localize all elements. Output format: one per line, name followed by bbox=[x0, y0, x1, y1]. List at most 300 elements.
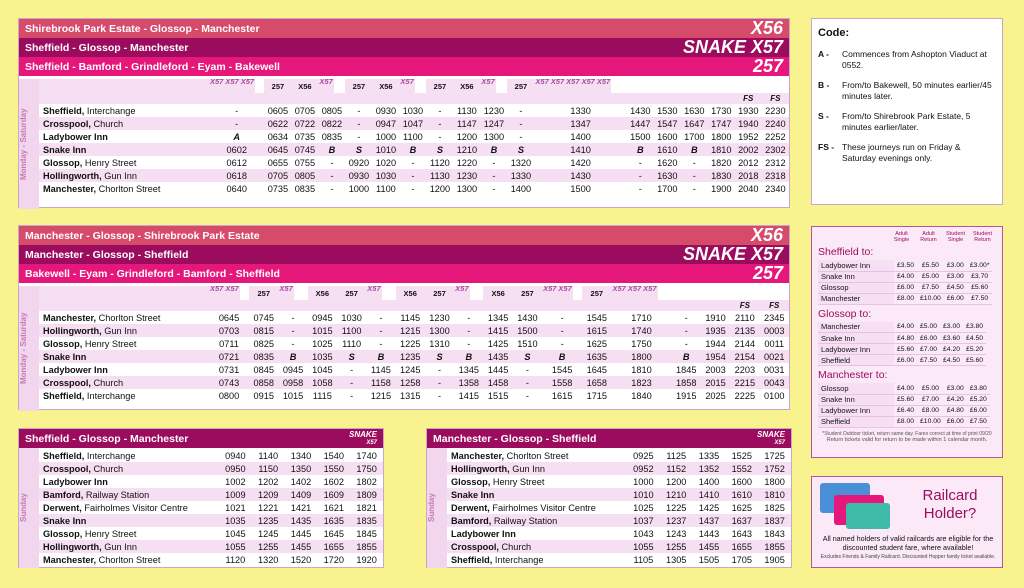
departure-time: 1547 bbox=[654, 117, 681, 130]
departure-time: 1243 bbox=[665, 528, 687, 539]
departure-time: 1025 bbox=[312, 338, 333, 349]
departure-time: - bbox=[525, 390, 529, 401]
table-row bbox=[39, 475, 383, 488]
departure-time: 1000 bbox=[633, 476, 654, 487]
table-row bbox=[39, 553, 383, 566]
departure-time: 2012 bbox=[738, 157, 759, 168]
departure-time: 2340 bbox=[765, 183, 786, 194]
table-row bbox=[447, 514, 791, 527]
departure-time: 1430 bbox=[534, 169, 626, 182]
departure-time: 1000 bbox=[375, 131, 397, 142]
stop-name: Glossop, Henry Street bbox=[43, 157, 137, 168]
column-header: 257 bbox=[345, 79, 372, 93]
weekday-outbound-panel bbox=[18, 18, 790, 208]
departure-time: 2144 bbox=[734, 338, 756, 349]
table-row bbox=[39, 514, 383, 527]
column-header: 257 bbox=[337, 286, 366, 300]
departure-time: 1100 bbox=[403, 131, 423, 142]
departure-time: 1147 bbox=[453, 117, 480, 130]
departure-time: 1655 bbox=[725, 540, 758, 553]
departure-time: 1358 bbox=[454, 376, 483, 389]
column-header: X57 bbox=[480, 79, 495, 93]
fare-table bbox=[818, 260, 992, 305]
railcard-small: Excludes Friends & Family Railcard. Discounted Hopper family ticket available. bbox=[820, 554, 996, 560]
fare-table bbox=[818, 383, 990, 428]
departure-time: 1202 bbox=[257, 476, 279, 487]
departure-time: - bbox=[627, 169, 654, 182]
stop-name: Sheffield, Interchange bbox=[43, 450, 136, 461]
departure-time: - bbox=[278, 324, 307, 337]
departure-time: 0800 bbox=[218, 390, 240, 401]
departure-time: 0618 bbox=[209, 169, 264, 182]
departure-time: S bbox=[513, 350, 542, 363]
fare-row: Manchester £4.00 £5.00 £3.00 £3.80 bbox=[818, 322, 986, 333]
departure-time: 2318 bbox=[762, 169, 789, 182]
departure-time: 1800 bbox=[764, 476, 785, 487]
departure-time: 1515 bbox=[487, 390, 509, 401]
route-header: Sheffield - Bamford - Grindleford - Eyam - Bakewell 257 bbox=[19, 57, 789, 76]
table-row bbox=[39, 488, 383, 501]
departure-time: 1823 bbox=[611, 376, 671, 389]
departure-time: 1600 bbox=[657, 131, 678, 142]
departure-time: 1510 bbox=[517, 338, 538, 349]
departure-time: 1330 bbox=[570, 105, 591, 116]
departure-time: 1100 bbox=[376, 183, 396, 194]
departure-time: 1037 bbox=[627, 514, 660, 527]
departure-time: 1645 bbox=[586, 364, 608, 375]
departure-time: 1600 bbox=[731, 476, 753, 487]
departure-time: 2040 bbox=[738, 183, 759, 194]
departure-time: 1500 bbox=[513, 324, 542, 337]
departure-time: S bbox=[337, 350, 366, 363]
departure-time: 1530 bbox=[657, 105, 678, 116]
departure-time: 0745 bbox=[253, 312, 274, 323]
departure-time: 1421 bbox=[290, 502, 312, 513]
code-item: A - Commences from Ashopton Viaduct at 0552. bbox=[818, 49, 987, 70]
departure-time: 1255 bbox=[252, 540, 285, 553]
fare-row: Sheffield £6.00 £7.50 £4.50 £5.60 bbox=[818, 355, 986, 366]
departure-time: 0655 bbox=[267, 157, 289, 168]
stop-name: Glossop, Henry Street bbox=[451, 476, 545, 487]
fare-row: Manchester £8.00 £10.00 £6.00 £7.50 bbox=[818, 293, 992, 304]
departure-time: - bbox=[638, 183, 642, 194]
departure-time: 0745 bbox=[291, 143, 318, 156]
departure-time: - bbox=[411, 183, 415, 194]
departure-time: 1658 bbox=[582, 376, 611, 389]
departure-time: 1247 bbox=[480, 117, 507, 130]
fare-row: Ladybower Inn £3.50 £5.50 £3.00 £3.00* bbox=[818, 260, 992, 271]
snake-logo: SNAKE X57 bbox=[756, 429, 785, 446]
departure-time: 0930 bbox=[345, 169, 372, 182]
departure-time: 1725 bbox=[764, 450, 785, 461]
departure-time: 1752 bbox=[758, 462, 791, 475]
departure-time: 1305 bbox=[665, 554, 687, 565]
departure-time: 2215 bbox=[730, 376, 759, 389]
departure-time: - bbox=[467, 312, 471, 323]
departure-time: 1715 bbox=[586, 390, 608, 401]
route-number: 257 bbox=[752, 263, 783, 283]
departure-time: 1750 bbox=[350, 462, 383, 475]
departure-time: - bbox=[684, 338, 688, 349]
departure-time: 1858 bbox=[672, 376, 701, 389]
departure-time: - bbox=[542, 324, 582, 337]
railcard-text: All named holders of valid railcards are eligible for the discounted student fare, where available! bbox=[822, 534, 994, 552]
column-header: 257 bbox=[426, 79, 453, 93]
departure-time: 1645 bbox=[323, 528, 345, 539]
fare-row: Sheffield £8.00 £10.00 £6.00 £7.50 bbox=[818, 416, 990, 427]
departure-time: - bbox=[492, 157, 496, 168]
departure-time: 1145 bbox=[400, 312, 421, 323]
departure-time: 1409 bbox=[285, 488, 318, 501]
departure-time: 0735 bbox=[294, 131, 316, 142]
departure-time: 2230 bbox=[765, 105, 786, 116]
departure-time: 1602 bbox=[323, 476, 345, 487]
departure-time: 1750 bbox=[631, 338, 652, 349]
stop-name: Glossop, Henry Street bbox=[43, 338, 137, 349]
departure-time: 1810 bbox=[758, 488, 791, 501]
column-header: X57 bbox=[565, 79, 580, 93]
snake-logo: SNAKE X57 bbox=[348, 429, 377, 446]
departure-time: B bbox=[681, 143, 708, 156]
departure-time: - bbox=[684, 312, 688, 323]
table-row bbox=[39, 350, 789, 363]
departure-time: - bbox=[426, 117, 453, 130]
departure-time: 1437 bbox=[693, 514, 726, 527]
departure-time: 0645 bbox=[218, 312, 240, 323]
departure-time: - bbox=[438, 105, 442, 116]
timetable bbox=[39, 449, 383, 566]
departure-time: 1625 bbox=[731, 502, 753, 513]
departure-time: 1643 bbox=[731, 528, 753, 539]
departure-time: - bbox=[507, 117, 534, 130]
column-header: X57 bbox=[611, 286, 626, 300]
departure-time: B bbox=[278, 350, 307, 363]
column-header: X56 bbox=[483, 286, 512, 300]
departure-time: 1335 bbox=[698, 450, 720, 461]
departure-time: - bbox=[350, 364, 354, 375]
column-header: X57 bbox=[224, 286, 239, 300]
departure-time: 1635 bbox=[582, 350, 611, 363]
railcard-title: Railcard Holder? bbox=[922, 487, 978, 522]
departure-time: - bbox=[379, 312, 383, 323]
table-row bbox=[447, 553, 791, 566]
departure-time: 1540 bbox=[323, 450, 345, 461]
departure-time: 1045 bbox=[312, 364, 333, 375]
table-row bbox=[39, 182, 789, 195]
column-header: X57 bbox=[224, 79, 239, 93]
departure-time: 1120 bbox=[430, 157, 450, 168]
table-row bbox=[39, 324, 789, 337]
departure-time: 1552 bbox=[725, 462, 758, 475]
sunday-inbound-panel bbox=[426, 428, 792, 568]
departure-time: 1905 bbox=[764, 554, 785, 565]
column-header: X57 bbox=[550, 79, 565, 93]
departure-time: 1615 bbox=[551, 390, 573, 401]
table-row bbox=[39, 169, 789, 182]
departure-time: 2135 bbox=[730, 324, 759, 337]
departure-time: 1430 bbox=[630, 105, 651, 116]
fare-row: Ladybower Inn £5.60 £7.00 £4.20 £5.20 bbox=[818, 344, 986, 355]
departure-time: 1520 bbox=[290, 554, 312, 565]
departure-time: 1420 bbox=[570, 157, 591, 168]
departure-time: 0721 bbox=[209, 350, 249, 363]
departure-time: - bbox=[209, 117, 264, 130]
departure-time: 0612 bbox=[226, 157, 247, 168]
departure-time: 1810 bbox=[708, 143, 735, 156]
stop-name: Sheffield, Interchange bbox=[43, 105, 136, 116]
departure-time: 2302 bbox=[762, 143, 789, 156]
departure-time: 1100 bbox=[337, 324, 366, 337]
departure-time: 2225 bbox=[734, 390, 756, 401]
table-row bbox=[39, 462, 383, 475]
table-row bbox=[447, 527, 791, 540]
departure-time: 1020 bbox=[375, 157, 397, 168]
departure-time: 1345 bbox=[458, 364, 480, 375]
departure-time: 1625 bbox=[586, 338, 608, 349]
departure-time: 2110 bbox=[734, 312, 755, 323]
fare-row: Glossop £6.00 £7.50 £4.50 £5.60 bbox=[818, 282, 992, 293]
departure-time: 1350 bbox=[285, 462, 318, 475]
column-header: X57 bbox=[318, 79, 333, 93]
departure-time: 1410 bbox=[693, 488, 726, 501]
departure-time: - bbox=[560, 312, 564, 323]
departure-time: 2003 bbox=[705, 364, 726, 375]
departure-time: - bbox=[291, 338, 295, 349]
column-header: X57 bbox=[557, 286, 572, 300]
stop-name: Manchester, Chorlton Street bbox=[451, 450, 569, 461]
stop-name: Crosspool, Church bbox=[39, 117, 209, 130]
departure-time: 2015 bbox=[701, 376, 730, 389]
departure-time: 1220 bbox=[456, 157, 478, 168]
departure-time: 1237 bbox=[660, 514, 693, 527]
departure-time: 1015 bbox=[308, 324, 337, 337]
departure-time: 0920 bbox=[348, 157, 370, 168]
route-number: X56 bbox=[750, 225, 783, 245]
departure-time: - bbox=[350, 390, 354, 401]
departure-time: 1500 bbox=[570, 183, 591, 194]
departure-time: 0915 bbox=[253, 390, 274, 401]
departure-time: - bbox=[513, 376, 542, 389]
timetable: X57 X57 257 X57 X56 257 X57 X56 257 X57 X56 257 X57 X57 257 X57 X57 X57 FS FS Manchester, Chorlton Street 0645 0745 - 0945 1030 - 1145 1230 - 1345 1430 - 1545 1710 - 1910 2110 2345 Hollingworth, Gun Inn 0703 0815 - 1015 1100 - 1215 1300 - 1415 1500 - 1615 1740 - 1935 2135 0003 Glossop, Henry Street 0711 0825 - 1025 1110 - 1225 1310 - 1425 1510 - 1625 1750 - 1944 2144 0011 Snake Inn 0721 0835 B 1035 S B 1235 S B 1435 S B 1635 1800 B 1954 2154 0021 Ladybower Inn 0731 0845 0945 1045 - 1145 1245 - 1345 1445 - 1545 1645 1810 1845 2003 2203 0031 Crosspool, Church 0743 0858 0958 1058 - 1158 1258 - 1358 1458 - 1558 1658 1823 1858 2015 2215 0043 Sheffield, Interchange 0800 0915 1015 1115 - 1215 1315 - 1415 1515 - 1615 1715 1840 1915 2025 2225 0100 bbox=[39, 286, 789, 402]
departure-time: 1320 bbox=[257, 554, 279, 565]
stop-name: Ladybower Inn bbox=[451, 528, 516, 539]
departure-time: B bbox=[542, 350, 582, 363]
departure-time: 1837 bbox=[758, 514, 791, 527]
stop-name: Snake Inn bbox=[39, 143, 209, 156]
stop-name: Snake Inn bbox=[39, 350, 209, 363]
code-item: B - From/to Bakewell, 50 minutes earlier/45 minutes later. bbox=[818, 80, 992, 101]
departure-time: 1500 bbox=[630, 131, 651, 142]
departure-time: - bbox=[437, 390, 442, 401]
departure-time: - bbox=[330, 183, 334, 194]
departure-time: 1055 bbox=[219, 540, 252, 553]
departure-time: B bbox=[366, 350, 395, 363]
departure-time: 1025 bbox=[633, 502, 654, 513]
departure-time: B bbox=[454, 350, 483, 363]
sunday-outbound-panel bbox=[18, 428, 384, 568]
departure-time: - bbox=[379, 338, 383, 349]
departure-time: 0805 bbox=[291, 169, 318, 182]
table-row bbox=[39, 389, 789, 402]
departure-time: 1255 bbox=[660, 540, 693, 553]
departure-time: 1843 bbox=[764, 528, 785, 539]
departure-time: 1340 bbox=[290, 450, 312, 461]
departure-time: - bbox=[454, 324, 483, 337]
departure-time: 1043 bbox=[633, 528, 654, 539]
stop-name: Manchester, Chorlton Street bbox=[43, 312, 161, 323]
departure-time: 0805 bbox=[321, 105, 343, 116]
code-key-panel bbox=[811, 18, 1003, 205]
route-number: SNAKE X57 bbox=[682, 37, 783, 57]
departure-time: - bbox=[638, 157, 642, 168]
stop-name: Snake Inn bbox=[447, 488, 627, 501]
departure-time: 1030 bbox=[372, 169, 399, 182]
day-label: Sunday bbox=[427, 448, 447, 568]
departure-time: 1609 bbox=[317, 488, 350, 501]
column-header: X57 bbox=[534, 79, 549, 93]
departure-time: 1610 bbox=[654, 143, 681, 156]
departure-time: 2252 bbox=[765, 131, 786, 142]
departure-time: 1720 bbox=[323, 554, 345, 565]
departure-time: 1115 bbox=[312, 390, 332, 401]
departure-time: 0755 bbox=[294, 157, 316, 168]
fare-row: Snake Inn £5.60 £7.00 £4.20 £5.20 bbox=[818, 394, 990, 405]
column-header: X56 bbox=[453, 79, 480, 93]
table-row bbox=[39, 156, 789, 169]
departure-time: 1402 bbox=[290, 476, 312, 487]
departure-time: 0743 bbox=[209, 376, 249, 389]
departure-time: 1545 bbox=[586, 312, 608, 323]
departure-time: - bbox=[681, 169, 708, 182]
code-title: Code: bbox=[818, 27, 850, 39]
railcard-image bbox=[820, 483, 890, 531]
stop-name: Ladybower Inn bbox=[43, 364, 108, 375]
departure-time: - bbox=[366, 324, 395, 337]
departure-time: 0043 bbox=[759, 376, 789, 389]
route-header: Manchester - Glossop - Shirebrook Park Estate X56 bbox=[19, 226, 789, 245]
stop-name: Ladybower Inn bbox=[43, 131, 108, 142]
stop-name: Manchester, Chorlton Street bbox=[43, 554, 161, 565]
table-row bbox=[39, 337, 789, 350]
departure-time: 1845 bbox=[356, 528, 377, 539]
stop-name: Hollingworth, Gun Inn bbox=[39, 324, 209, 337]
departure-time: 0945 bbox=[312, 312, 333, 323]
column-header: 257 bbox=[264, 79, 291, 93]
fare-table bbox=[818, 322, 986, 367]
departure-time: A bbox=[233, 131, 241, 142]
departure-time: 1030 bbox=[341, 312, 362, 323]
departure-time: 1935 bbox=[701, 324, 730, 337]
column-header: X57 bbox=[209, 286, 224, 300]
departure-time: 1400 bbox=[698, 476, 720, 487]
column-header: X57 bbox=[209, 79, 224, 93]
departure-time: 1630 bbox=[684, 105, 705, 116]
departure-time: 1209 bbox=[252, 488, 285, 501]
stop-name: Crosspool, Church bbox=[39, 462, 219, 475]
route-header: Manchester - Glossop - Sheffield SNAKE X57 bbox=[19, 245, 789, 264]
departure-time: 0645 bbox=[264, 143, 291, 156]
departure-time: 0825 bbox=[253, 338, 274, 349]
departure-time: 1647 bbox=[681, 117, 708, 130]
stop-name: Derwent, Fairholmes Visitor Centre bbox=[43, 502, 188, 513]
route-header: Shirebrook Park Estate - Glossop - Manchester X56 bbox=[19, 19, 789, 38]
departure-time: - bbox=[519, 131, 523, 142]
departure-time: 1002 bbox=[225, 476, 246, 487]
departure-time: - bbox=[692, 183, 696, 194]
departure-time: 2312 bbox=[765, 157, 786, 168]
departure-time: 1430 bbox=[517, 312, 538, 323]
departure-time: 1300 bbox=[483, 131, 505, 142]
departure-time: 0835 bbox=[294, 183, 316, 194]
departure-time: - bbox=[291, 312, 295, 323]
departure-time: - bbox=[318, 169, 345, 182]
departure-time: 1055 bbox=[627, 540, 660, 553]
departure-time: 0835 bbox=[249, 350, 278, 363]
fare-row: Glossop £4.00 £5.00 £3.00 £3.80 bbox=[818, 383, 990, 394]
departure-time: 1525 bbox=[731, 450, 753, 461]
departure-time: 1630 bbox=[654, 169, 681, 182]
stop-name: Manchester, Chorlton Street bbox=[43, 183, 161, 194]
departure-time: 1105 bbox=[633, 554, 654, 565]
table-row bbox=[447, 501, 791, 514]
departure-time: 1740 bbox=[611, 324, 671, 337]
departure-time: 0835 bbox=[321, 131, 343, 142]
departure-time: 1347 bbox=[534, 117, 626, 130]
departure-time: 1825 bbox=[764, 502, 785, 513]
stop-name: Hollingworth, Gun Inn bbox=[447, 462, 627, 475]
departure-time: 1802 bbox=[356, 476, 377, 487]
fare-note: Return tickets valid for return to be made within 1 calendar month. bbox=[826, 436, 988, 443]
departure-time: 1845 bbox=[676, 364, 697, 375]
departure-time: 0735 bbox=[267, 183, 289, 194]
departure-time: 0945 bbox=[282, 364, 304, 375]
table-row bbox=[39, 449, 383, 462]
departure-time: 1120 bbox=[225, 554, 246, 565]
departure-time: 0711 bbox=[219, 338, 239, 349]
departure-time: 1320 bbox=[510, 157, 532, 168]
departure-time: 1200 bbox=[429, 183, 451, 194]
departure-time: 1621 bbox=[323, 502, 345, 513]
departure-time: B bbox=[399, 143, 426, 156]
departure-time: 1130 bbox=[426, 169, 453, 182]
departure-time: 1800 bbox=[611, 350, 671, 363]
departure-time: 2154 bbox=[730, 350, 759, 363]
column-header: X57 bbox=[642, 286, 657, 300]
departure-time: 0722 bbox=[291, 117, 318, 130]
departure-time: - bbox=[337, 376, 366, 389]
departure-time: 1835 bbox=[350, 514, 383, 527]
departure-time: 1637 bbox=[725, 514, 758, 527]
departure-time: 1740 bbox=[356, 450, 377, 461]
departure-time: 1245 bbox=[257, 528, 279, 539]
departure-time: 0940 bbox=[225, 450, 246, 461]
departure-time: - bbox=[357, 131, 361, 142]
stop-name: Ladybower Inn bbox=[43, 476, 108, 487]
departure-time: 1800 bbox=[711, 131, 732, 142]
departure-time: - bbox=[692, 157, 696, 168]
fare-row: Ladybower Inn £6.40 £8.00 £4.80 £6.00 bbox=[818, 405, 990, 416]
departure-time: 0731 bbox=[218, 364, 240, 375]
fare-note: *Student Outdoor ticket, return same day. Fares correct at time of print 09/20 bbox=[822, 430, 992, 437]
day-label: Sunday bbox=[19, 448, 39, 568]
departure-time: 0822 bbox=[318, 117, 345, 130]
departure-time: 1210 bbox=[660, 488, 693, 501]
departure-time: 0021 bbox=[759, 350, 789, 363]
column-header: 257 bbox=[513, 286, 542, 300]
departure-time: - bbox=[467, 338, 471, 349]
timetable: X57 X57 X57 257 X56 X57 257 X56 X57 257 X56 X57 257 X57 X57 X57 X57 X57 FS FS Sheffield, Interchange - 0605 0705 0805 - 0930 1030 - 1130 1230 - 1330 1430 1530 1630 1730 1930 2230 Crosspool, Church - 0622 0722 0822 - 0947 1047 - 1147 1247 - 1347 1447 1547 1647 1747 1940 2240 Ladybower Inn A 0634 0735 0835 - 1000 1100 - 1200 1300 - 1400 1500 1600 1700 1800 1952 2252 Snake Inn 0602 0645 0745 B S 1010 B S 1210 B S 1410 B 1610 B 1810 2002 2302 Glossop, Henry Street 0612 0655 0755 - 0920 1020 - 1120 1220 - 1320 1420 - 1620 - 1820 2012 2312 Hollingworth, Gun Inn 0618 0705 0805 - 0930 1030 - 1130 1230 - 1330 1430 - 1630 - 1830 2018 2318 Manchester, Chorlton Street 0640 0735 0835 - 1000 1100 - 1200 1300 - 1400 1500 - 1700 - 1900 2040 2340 bbox=[39, 79, 789, 195]
route-header: Manchester - Glossop - Sheffield SNAKE X57 bbox=[427, 429, 791, 448]
